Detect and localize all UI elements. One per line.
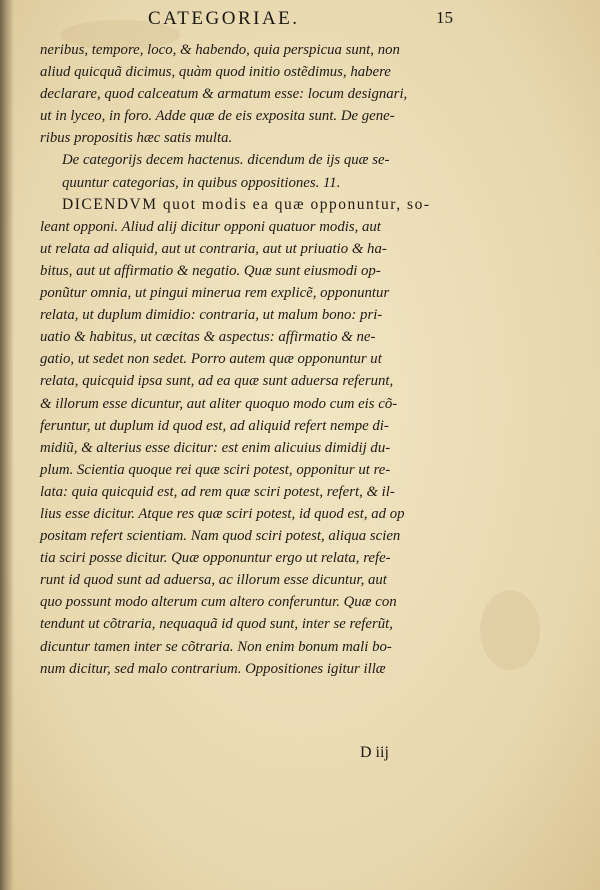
text-line: quo possunt modo alterum cum altero conferuntur. Quæ con: [40, 594, 397, 611]
text-line: lata: quia quicquid est, ad rem quæ sciri potest, refert, & il-: [40, 483, 395, 500]
text-line: positam refert scientiam. Nam quod sciri potest, aliqua scien: [40, 528, 401, 545]
text-line: plum. Scientia quoque rei quæ sciri potest, opponitur ut re-: [40, 461, 391, 478]
chapter-heading-line: De categorijs decem hactenus. dicendum de ijs quæ se-: [62, 152, 390, 169]
text-line: ponũtur omnia, ut pingui minerua rem explicẽ, opponuntur: [40, 285, 390, 302]
text-line: dicuntur tamen inter se cõtraria. Non enim bonum mali bo-: [40, 638, 392, 655]
page-number: 15: [436, 8, 453, 27]
text-line: bitus, aut ut affirmatio & negatio. Quæ sunt eiusmodi op-: [40, 262, 381, 279]
text-line: ut in lyceo, in foro. Adde quæ de eis exposita sunt. De gene-: [40, 108, 395, 125]
text-line: lius esse dicitur. Atque res quæ sciri potest, id quod est, ad op: [40, 505, 405, 522]
text-line: feruntur, ut duplum id quod est, ad aliquid refert nempe di-: [40, 417, 389, 434]
text-line: [40, 216, 472, 238]
text-line: tendunt ut cõtraria, nequaquã id quod sunt, inter se referũt,: [40, 616, 393, 633]
running-title: CATEGORIAE.: [148, 8, 300, 29]
text-line: uatio & habitus, ut cæcitas & aspectus: affirmatio & ne-: [40, 329, 376, 346]
page-header: [0, 6, 600, 36]
section-opening-words: DICENDVM quot modis ea quæ opponuntur, so-: [62, 195, 431, 213]
paper-stain: [480, 590, 540, 670]
text-line: ut relata ad aliquid, aut ut contraria, aut ut priuatio & ha-: [40, 240, 387, 257]
text-line: tia sciri posse dicitur. Quæ opponuntur ergo ut relata, refe-: [40, 550, 391, 567]
text-line: relata, ut duplum dimidio: contraria, ut malum bono: pri-: [40, 307, 383, 324]
signature-mark: D iij: [360, 744, 389, 761]
text-line: relata, quicquid ipsa sunt, ad ea quæ sunt aduersa referunt,: [40, 373, 394, 390]
text-line: runt id quod sunt ad aduersa, ac illorum esse dicuntur, aut: [40, 572, 387, 589]
section-opening-continuation: leant opponi.: [40, 218, 119, 235]
text-line: num dicitur, sed malo contrarium. Oppositiones igitur illæ: [40, 660, 386, 677]
text-line: ribus propositis hæc satis multa.: [40, 130, 233, 147]
text-line: gatio, ut sedet non sedet. Porro autem quæ opponuntur ut: [40, 351, 382, 368]
text-line: neribus, tempore, loco, & habendo, quia perspicua sunt, non: [40, 42, 400, 58]
book-spine-shadow: [0, 0, 14, 890]
text-line: & illorum esse dicuntur, aut aliter quoquo modo cum eis cõ-: [40, 395, 398, 412]
text-line-rest: Aliud alij dicitur opponi quatuor modis, aut: [121, 218, 381, 235]
body-text: [40, 39, 472, 680]
section-opening-line: [40, 194, 472, 216]
text-line: aliud quicquã dicimus, quàm quod initio ostẽdimus, habere: [40, 64, 391, 81]
text-line: declarare, quod calceatum & armatum esse: locum designari,: [40, 86, 408, 103]
text-line: midiũ, & alterius esse dicitur: est enim alicuius dimidij du-: [40, 439, 391, 456]
chapter-heading-line: quuntur categorias, in quibus oppositiones. 11.: [62, 174, 341, 191]
